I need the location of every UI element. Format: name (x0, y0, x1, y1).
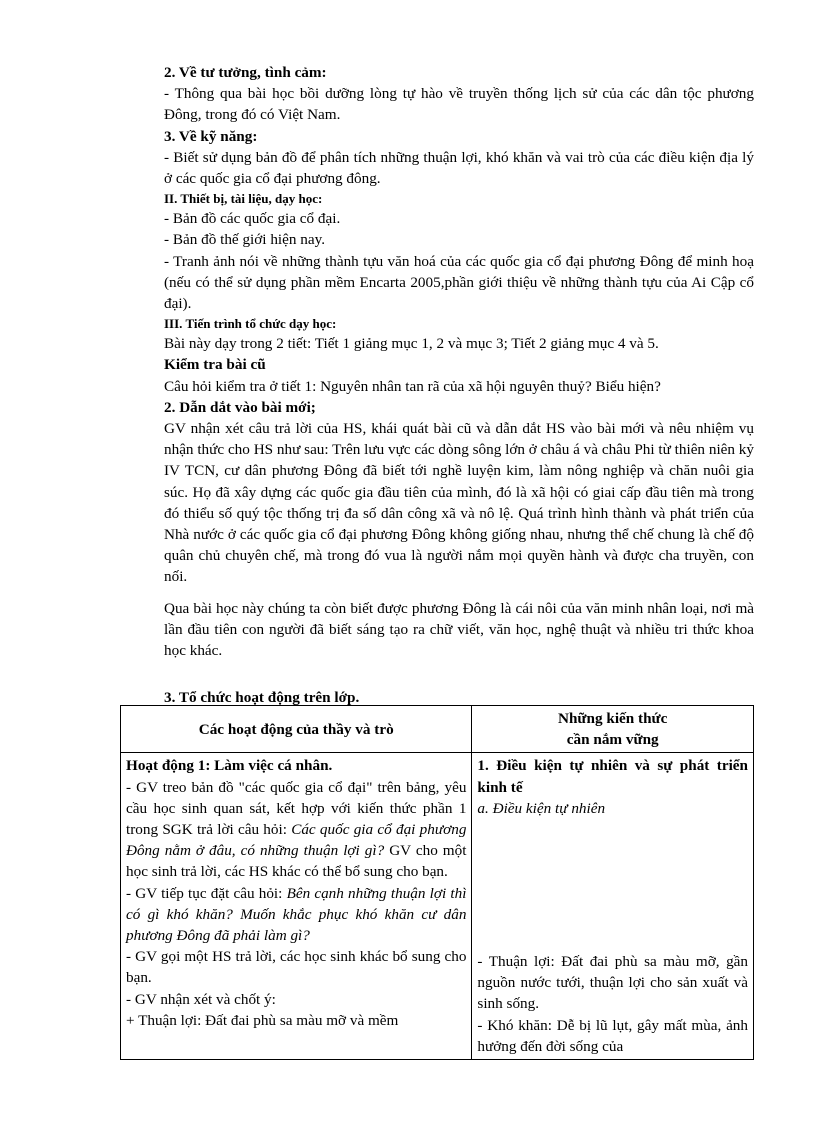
section-ii-item-3: - Tranh ảnh nói về những thành tựu văn hoá của các quốc gia cổ đại phương Đông để minh hoạ (nếu có thể sử dụng phần mềm Encarta 2005,phần giới thiệu về những thành tựu của Ai Cập cổ đại). (164, 252, 754, 313)
knowledge-advantage: - Thuận lợi: Đất đai phù sa màu mỡ, gần nguồn nước tưới, thuận lợi cho sản xuất và sinh sống. (477, 953, 748, 1013)
table-header-activities: Các hoạt động của thầy và trò (121, 706, 472, 753)
section-iii-text: Bài này dạy trong 2 tiết: Tiết 1 giảng mục 1, 2 và mục 3; Tiết 2 giảng mục 4 và 5. (164, 335, 659, 353)
check-title: Kiểm tra bài cũ (164, 356, 266, 374)
activity-step-4: - GV nhận xét và chốt ý: (126, 990, 276, 1008)
intro-paragraph-2: Qua bài học này chúng ta còn biết được phương Đông là cái nôi của văn minh nhân loại, nơi mà lần đầu tiên con người đã biết sáng tạo ra chữ viết, văn học, nghệ thuật và nhiều tri thức khoa học khác. (164, 599, 754, 660)
intro-paragraph-1: GV nhận xét câu trả lời của HS, khái quát bài cũ và dẫn dắt HS vào bài mới và nêu nhiệm vụ nhận thức cho HS như sau: Trên lưu vực các dòng sông lớn ở châu á và châu Phi từ thiên niên kỷ IV TCN, cư dân phương Đông đã biết tới nghề luyện kim, làm nông nghiệp và chăn nuôi gia súc. Họ đã xây dựng các quốc gia đầu tiên của mình, đó là xã hội có giai cấp đầu tiên mà trong đó thiểu số quý tộc thống trị đa số dân công xã và nô lệ. Quá trình hình thành và phát triển của Nhà nước ở các quốc gia cổ đại phương Đông không giống nhau, nhưng thể chế chung là chế độ quân chủ chuyên chế, mà trong đó vua là người nắm mọi quyền hành và được cha truyền, con nối. (164, 420, 754, 586)
activity-step-3: - GV gọi một HS trả lời, các học sinh khác bổ sung cho bạn. (126, 948, 467, 987)
section-iii-title: III. Tiến trình tổ chức dạy học: (164, 316, 337, 332)
table-cell-activities (121, 753, 472, 1060)
section-3-title: 3. Về kỹ năng: (164, 127, 258, 145)
check-text: Câu hỏi kiểm tra ở tiết 1: Nguyên nhân tan rã của xã hội nguyên thuỷ? Biểu hiện? (164, 377, 661, 395)
activity-step-5: + Thuận lợi: Đất đai phù sa màu mỡ và mềm (126, 1011, 399, 1029)
knowledge-difficulty: - Khó khăn: Dễ bị lũ lụt, gây mất mùa, ảnh hưởng đến đời sống của (477, 1016, 748, 1055)
activity-title: Hoạt động 1: Làm việc cá nhân. (126, 757, 333, 775)
document-body (164, 62, 754, 708)
knowledge-title: 1. Điều kiện tự nhiên và sự phát triển kinh tế (477, 757, 748, 796)
table-header-knowledge: Những kiến thức cần nắm vững (472, 706, 754, 753)
section-3-text: - Biết sử dụng bản đồ để phân tích những thuận lợi, khó khăn và vai trò của các điều kiện địa lý ở các quốc gia cổ đại phương đông. (164, 148, 754, 188)
section-ii-item-2: - Bản đồ thế giới hiện nay. (164, 231, 325, 249)
activity-table (120, 705, 754, 1060)
section-3b-title: 3. Tổ chức hoạt động trên lớp. (164, 689, 360, 707)
table-cell-knowledge (472, 753, 754, 1060)
section-2-title: 2. Về tư tưởng, tình cảm: (164, 64, 327, 81)
activity-step-1: - GV treo bản đồ "các quốc gia cổ đại" trên bảng, yêu cầu học sinh quan sát, kết hợp với kiến thức phần 1 trong SGK trả lời câu hỏi: Các quốc gia cổ đại phương Đông nằm ở đâu, có những thuận lợi gì? GV cho một học sinh trả lời, các HS khác có thể bổ sung cho bạn. (126, 778, 467, 881)
intro-title: 2. Dẫn dắt vào bài mới; (164, 398, 316, 416)
section-2-text: - Thông qua bài học bồi dưỡng lòng tự hào về truyền thống lịch sử của các dân tộc phương Đông, trong đó có Việt Nam. (164, 85, 754, 124)
knowledge-subtitle: a. Điều kiện tự nhiên (477, 799, 606, 817)
section-ii-item-1: - Bản đồ các quốc gia cổ đại. (164, 210, 341, 228)
activity-step-2: - GV tiếp tục đặt câu hỏi: Bên cạnh những thuận lợi thì có gì khó khăn? Muốn khắc phục khó khăn cư dân phương Đông đã phải làm gì? (126, 884, 467, 945)
section-ii-title: II. Thiết bị, tài liệu, dạy học: (164, 191, 323, 207)
